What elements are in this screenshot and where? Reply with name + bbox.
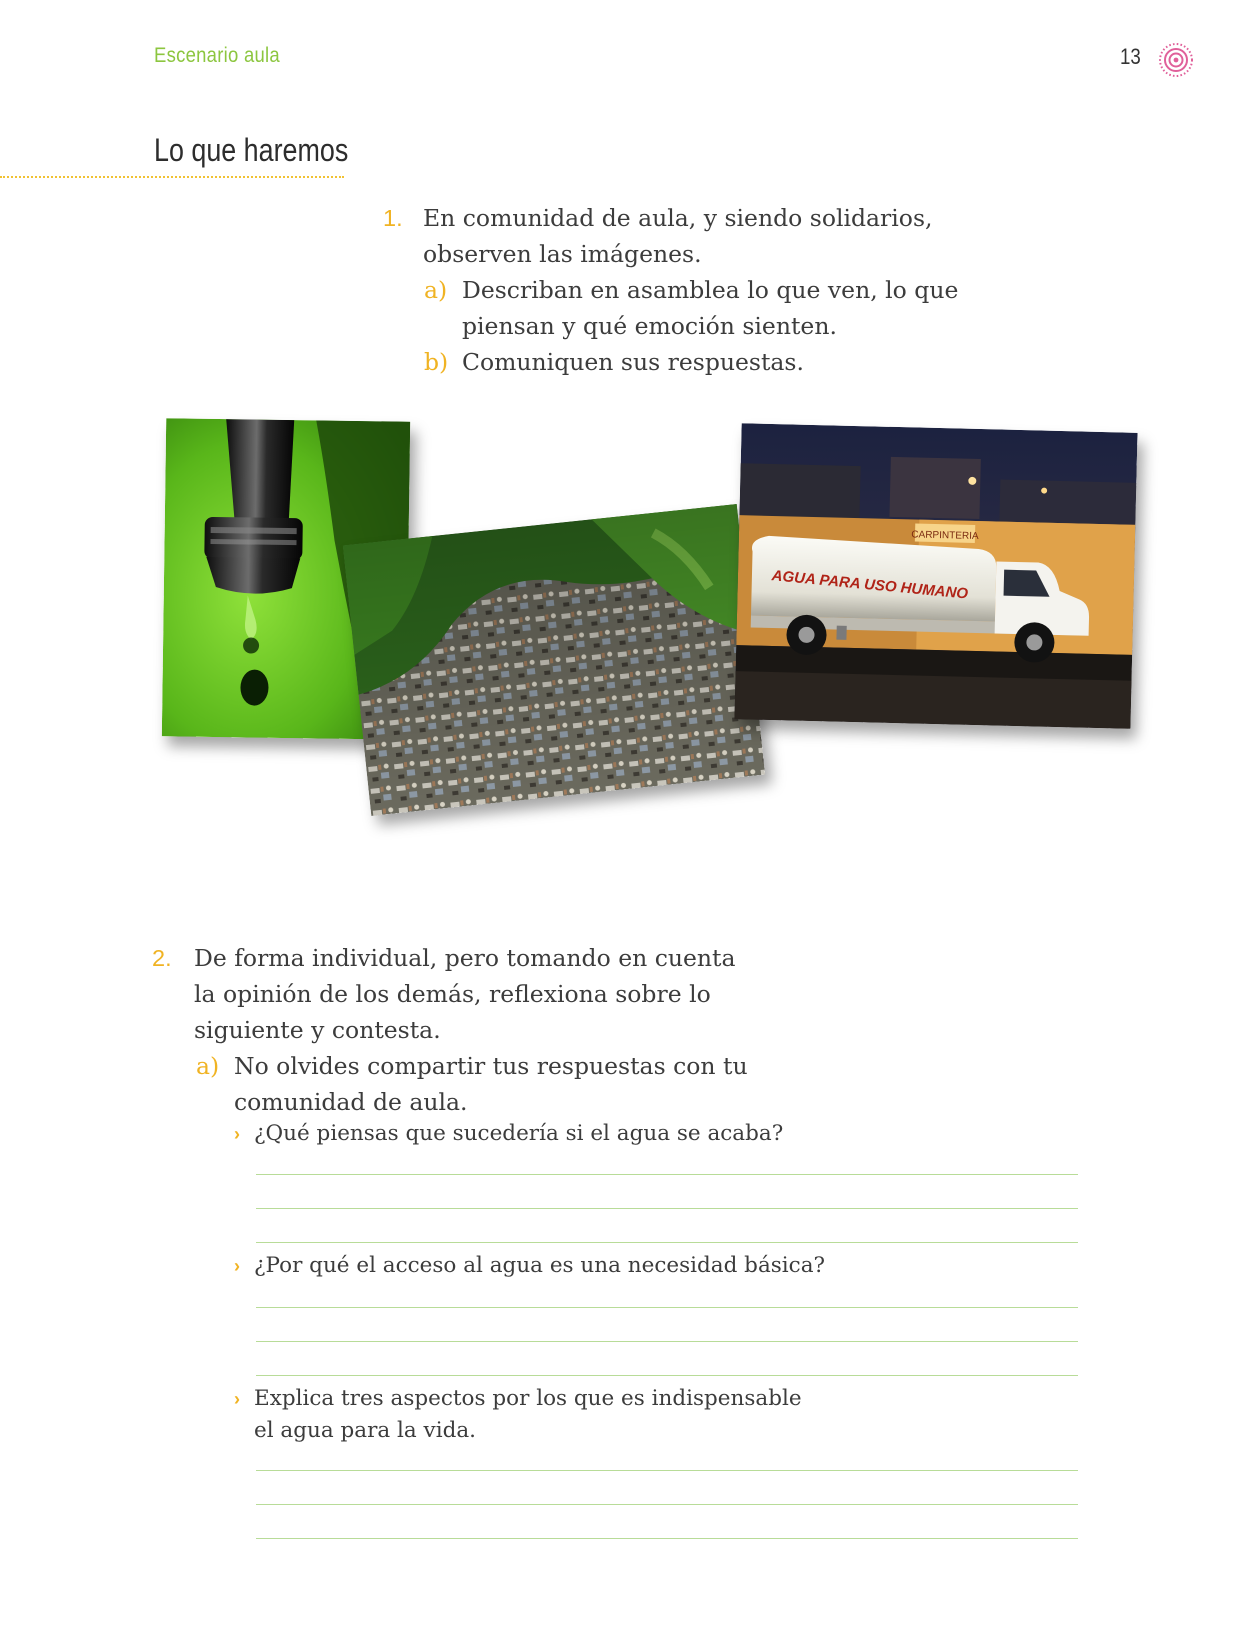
question-3-bullet: › [234,1389,240,1409]
activity-1-line-1: En comunidad de aula, y siendo solidarios, [423,204,933,232]
garbage-river-photo [343,504,765,816]
activity-2a-letter: a) [196,1052,220,1080]
answer-line[interactable] [256,1470,1078,1471]
activity-2a-line-2: comunidad de aula. [234,1088,468,1116]
answer-line[interactable] [256,1375,1078,1376]
question-1-text: ¿Qué piensas que sucedería si el agua se acaba? [254,1121,784,1146]
activity-1-number: 1. [383,205,403,231]
activity-2-line-3: siguiente y contesta. [194,1016,441,1044]
activity-1a-line-2: piensan y qué emoción sienten. [462,312,837,340]
answer-line[interactable] [256,1242,1078,1243]
building-sign: CARPINTERIA [911,529,979,543]
activity-1a-letter: a) [424,276,448,304]
truck-sign: AGUA PARA USO HUMANO [771,567,969,603]
activity-1b-text: Comuniquen sus respuestas. [462,348,804,376]
activity-2-line-1: De forma individual, pero tomando en cuenta [194,944,736,972]
answer-line[interactable] [256,1208,1078,1209]
water-truck-photo [734,423,1137,729]
activity-1-line-2: observen las imágenes. [423,240,702,268]
answer-line[interactable] [256,1538,1078,1539]
activity-2-line-2: la opinión de los demás, reflexiona sobre lo [194,980,711,1008]
activity-1b-letter: b) [424,348,449,376]
title-underline [0,176,344,178]
question-2-text: ¿Por qué el acceso al agua es una necesidad básica? [254,1253,826,1278]
answer-line[interactable] [256,1174,1078,1175]
answer-line[interactable] [256,1504,1078,1505]
section-header: Escenario aula [154,44,280,67]
question-3-line-2: el agua para la vida. [254,1418,476,1443]
activity-2-number: 2. [152,945,172,971]
sun-ornament-icon [1158,42,1194,78]
page-number: 13 [1120,44,1141,69]
section-title: Lo que haremos [154,132,349,168]
activity-1a-line-1: Describan en asamblea lo que ven, lo que [462,276,959,304]
answer-line[interactable] [256,1307,1078,1308]
answer-line[interactable] [256,1341,1078,1342]
question-1-bullet: › [234,1124,240,1144]
activity-2a-line-1: No olvides compartir tus respuestas con tu [234,1052,748,1080]
question-2-bullet: › [234,1256,240,1276]
question-3-line-1: Explica tres aspectos por los que es indispensable [254,1386,802,1411]
